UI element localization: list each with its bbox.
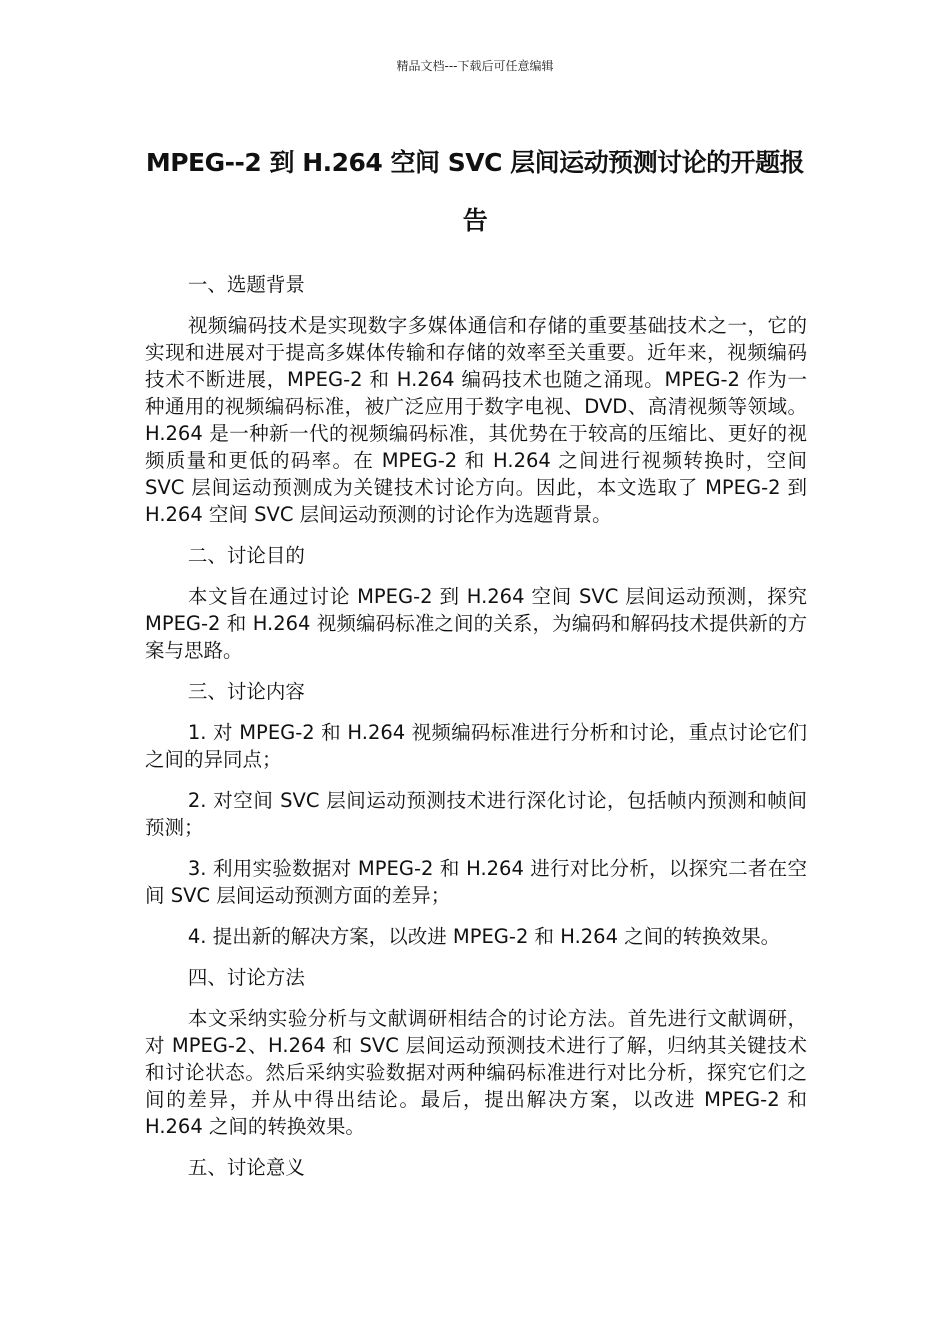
document-body: [145, 271, 807, 1195]
section-heading-method: 四、讨论方法: [187, 966, 305, 989]
section-heading-content: 三、讨论内容: [187, 680, 305, 703]
content-item-4: 4. 提出新的解决方案，以改进 MPEG-2 和 H.264 之间的转换效果。: [187, 925, 781, 948]
section-heading-purpose: 二、讨论目的: [187, 544, 305, 567]
method-paragraph: 本文采纳实验分析与文献调研相结合的讨论方法。首先进行文献调研，对 MPEG-2、H.264 和 SVC 层间运动预测技术进行了解，归纳其关键技术和讨论状态。然后采纳实验数据对两种编码标准进行对比分析，探究它们之间的差异，并从中得出结论。最后，提出解决方案，以改进 MPEG-2 和 H.264 之间的转换效果。: [145, 1007, 807, 1138]
document-title: MPEG--2 到 H.264 空间 SVC 层间运动预测讨论的开题报告: [145, 148, 805, 235]
header-note: 精品文档---下载后可任意编辑: [396, 59, 554, 73]
background-paragraph: 视频编码技术是实现数字多媒体通信和存储的重要基础技术之一，它的实现和进展对于提高多媒体传输和存储的效率至关重要。近年来，视频编码技术不断进展，MPEG-2 和 H.264 编码技术也随之涌现。MPEG-2 作为一种通用的视频编码标准，被广泛应用于数字电视、DVD、高清视频等领域。H.264 是一种新一代的视频编码标准，其优势在于较高的压缩比、更好的视频质量和更低的码率。在 MPEG-2 和 H.264 之间进行视频转换时，空间 SVC 层间运动预测成为关键技术讨论方向。因此，本文选取了 MPEG-2 到 H.264 空间 SVC 层间运动预测的讨论作为选题背景。: [145, 314, 807, 526]
section-heading-background: 一、选题背景: [187, 273, 305, 296]
section-heading-significance: 五、讨论意义: [187, 1156, 305, 1179]
content-item-3: 3. 利用实验数据对 MPEG-2 和 H.264 进行对比分析，以探究二者在空间 SVC 层间运动预测方面的差异；: [145, 857, 807, 907]
content-item-1: 1. 对 MPEG-2 和 H.264 视频编码标准进行分析和讨论，重点讨论它们之间的异同点；: [145, 721, 807, 771]
content-item-2: 2. 对空间 SVC 层间运动预测技术进行深化讨论，包括帧内预测和帧间预测；: [145, 789, 807, 839]
purpose-paragraph: 本文旨在通过讨论 MPEG-2 到 H.264 空间 SVC 层间运动预测，探究 MPEG-2 和 H.264 视频编码标准之间的关系，为编码和解码技术提供新的方案与思路。: [145, 585, 807, 662]
